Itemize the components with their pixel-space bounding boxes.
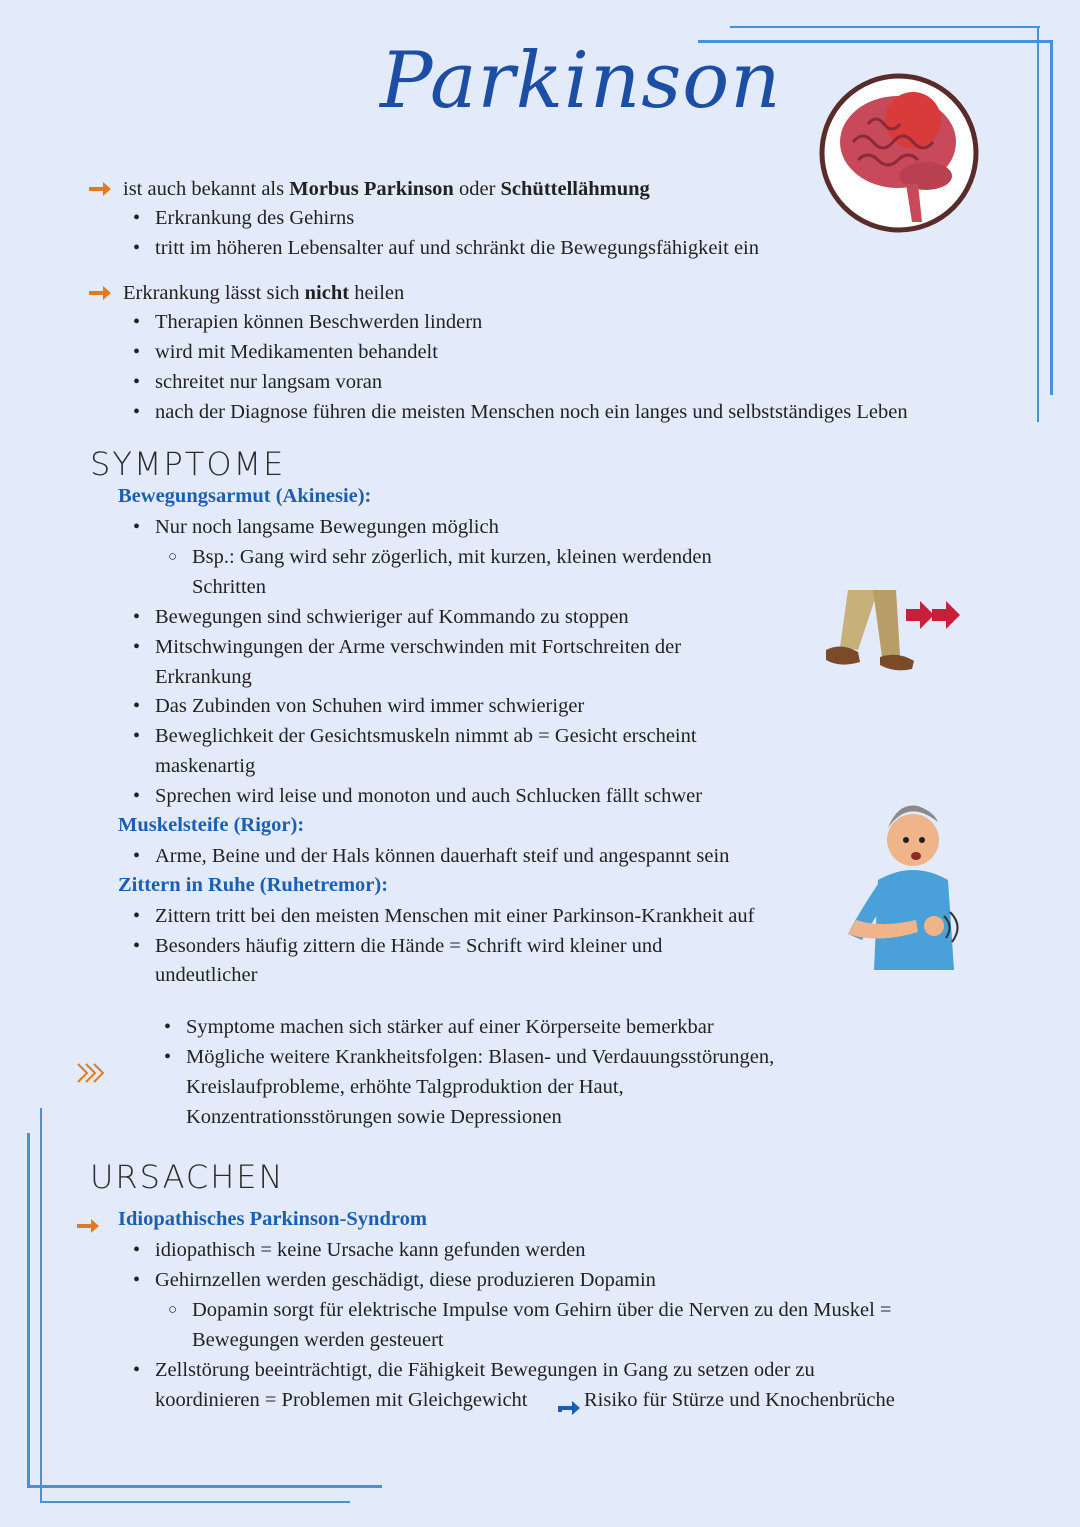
list-item: Schritten <box>192 576 267 598</box>
list-item: • Das Zubinden von Schuhen wird immer schwieriger <box>155 694 584 718</box>
arrow-right-icon <box>76 1218 100 1234</box>
subheading: Idiopathisches Parkinson-Syndrom <box>118 1208 427 1230</box>
frame-line <box>27 1485 382 1488</box>
list-item: Risiko für Stürze und Knochenbrüche <box>584 1389 895 1411</box>
page-title: Parkinson <box>380 36 782 126</box>
list-item: • Therapien können Beschwerden lindern <box>155 310 482 334</box>
frame-line <box>40 1108 42 1503</box>
list-item: • Zittern tritt bei den meisten Menschen mit einer Parkinson-Krankheit auf <box>155 904 754 928</box>
frame-line <box>1050 40 1053 395</box>
list-item: • tritt im höheren Lebensalter auf und schränkt die Bewegungsfähigkeit ein <box>155 236 759 260</box>
intro-line: Erkrankung lässt sich nicht heilen <box>123 282 405 304</box>
list-item: Konzentrationsstörungen sowie Depressionen <box>186 1106 562 1128</box>
walking-legs-icon <box>818 585 963 680</box>
list-item: Bewegungen werden gesteuert <box>192 1329 444 1351</box>
list-item: • Mögliche weitere Krankheitsfolgen: Blasen- und Verdauungsstörungen, <box>186 1045 774 1069</box>
section-heading-symptome: SYMPTOME <box>90 445 286 483</box>
list-item: • Arme, Beine und der Hals können dauerhaft steif und angespannt sein <box>155 844 729 868</box>
trembling-man-icon <box>838 800 963 990</box>
list-item: • Gehirnzellen werden geschädigt, diese produzieren Dopamin <box>155 1268 656 1292</box>
frame-line <box>27 1133 30 1488</box>
list-item: undeutlicher <box>155 964 258 986</box>
list-item: • wird mit Medikamenten behandelt <box>155 340 438 364</box>
arrow-right-icon <box>88 285 112 301</box>
list-item: • Bewegungen sind schwieriger auf Kommando zu stoppen <box>155 605 629 629</box>
subheading: Zittern in Ruhe (Ruhetremor): <box>118 874 389 896</box>
list-item: Erkrankung <box>155 666 252 688</box>
list-item: • Sprechen wird leise und monoton und auch Schlucken fällt schwer <box>155 784 702 808</box>
list-item: maskenartig <box>155 755 256 777</box>
list-item: • idiopathisch = keine Ursache kann gefunden werden <box>155 1238 586 1262</box>
list-item: • schreitet nur langsam voran <box>155 370 382 394</box>
brain-icon <box>818 72 980 234</box>
list-item: • Nur noch langsame Bewegungen möglich <box>155 515 499 539</box>
list-item: • Zellstörung beeinträchtigt, die Fähigkeit Bewegungen in Gang zu setzen oder zu <box>155 1358 815 1382</box>
list-item: • Besonders häufig zittern die Hände = Schrift wird kleiner und <box>155 934 662 958</box>
double-chevron-icon <box>76 1062 104 1084</box>
list-item: ○ Bsp.: Gang wird sehr zögerlich, mit kurzen, kleinen werdenden <box>192 545 712 569</box>
frame-line <box>1037 26 1039 422</box>
arrow-right-icon <box>88 181 112 197</box>
list-item: • Beweglichkeit der Gesichtsmuskeln nimmt ab = Gesicht erscheint <box>155 724 697 748</box>
intro-line: ist auch bekannt als Morbus Parkinson oder Schüttellähmung <box>123 178 650 200</box>
arrow-right-icon <box>556 1398 582 1416</box>
list-item: • nach der Diagnose führen die meisten Menschen noch ein langes und selbstständiges Leben <box>155 400 908 424</box>
list-item: Kreislaufprobleme, erhöhte Talgproduktion der Haut, <box>186 1076 624 1098</box>
list-item: ○ Dopamin sorgt für elektrische Impulse vom Gehirn über die Nerven zu den Muskel = <box>192 1298 891 1322</box>
subheading: Muskelsteife (Rigor): <box>118 814 305 836</box>
list-item: koordinieren = Problemen mit Gleichgewicht <box>155 1389 528 1411</box>
frame-line <box>730 26 1040 28</box>
list-item: • Erkrankung des Gehirns <box>155 206 354 230</box>
list-item: • Mitschwingungen der Arme verschwinden mit Fortschreiten der <box>155 635 681 659</box>
frame-line <box>40 1501 350 1503</box>
subheading: Bewegungsarmut (Akinesie): <box>118 485 372 507</box>
section-heading-ursachen: URSACHEN <box>90 1158 285 1196</box>
list-item: • Symptome machen sich stärker auf einer Körperseite bemerkbar <box>186 1015 714 1039</box>
